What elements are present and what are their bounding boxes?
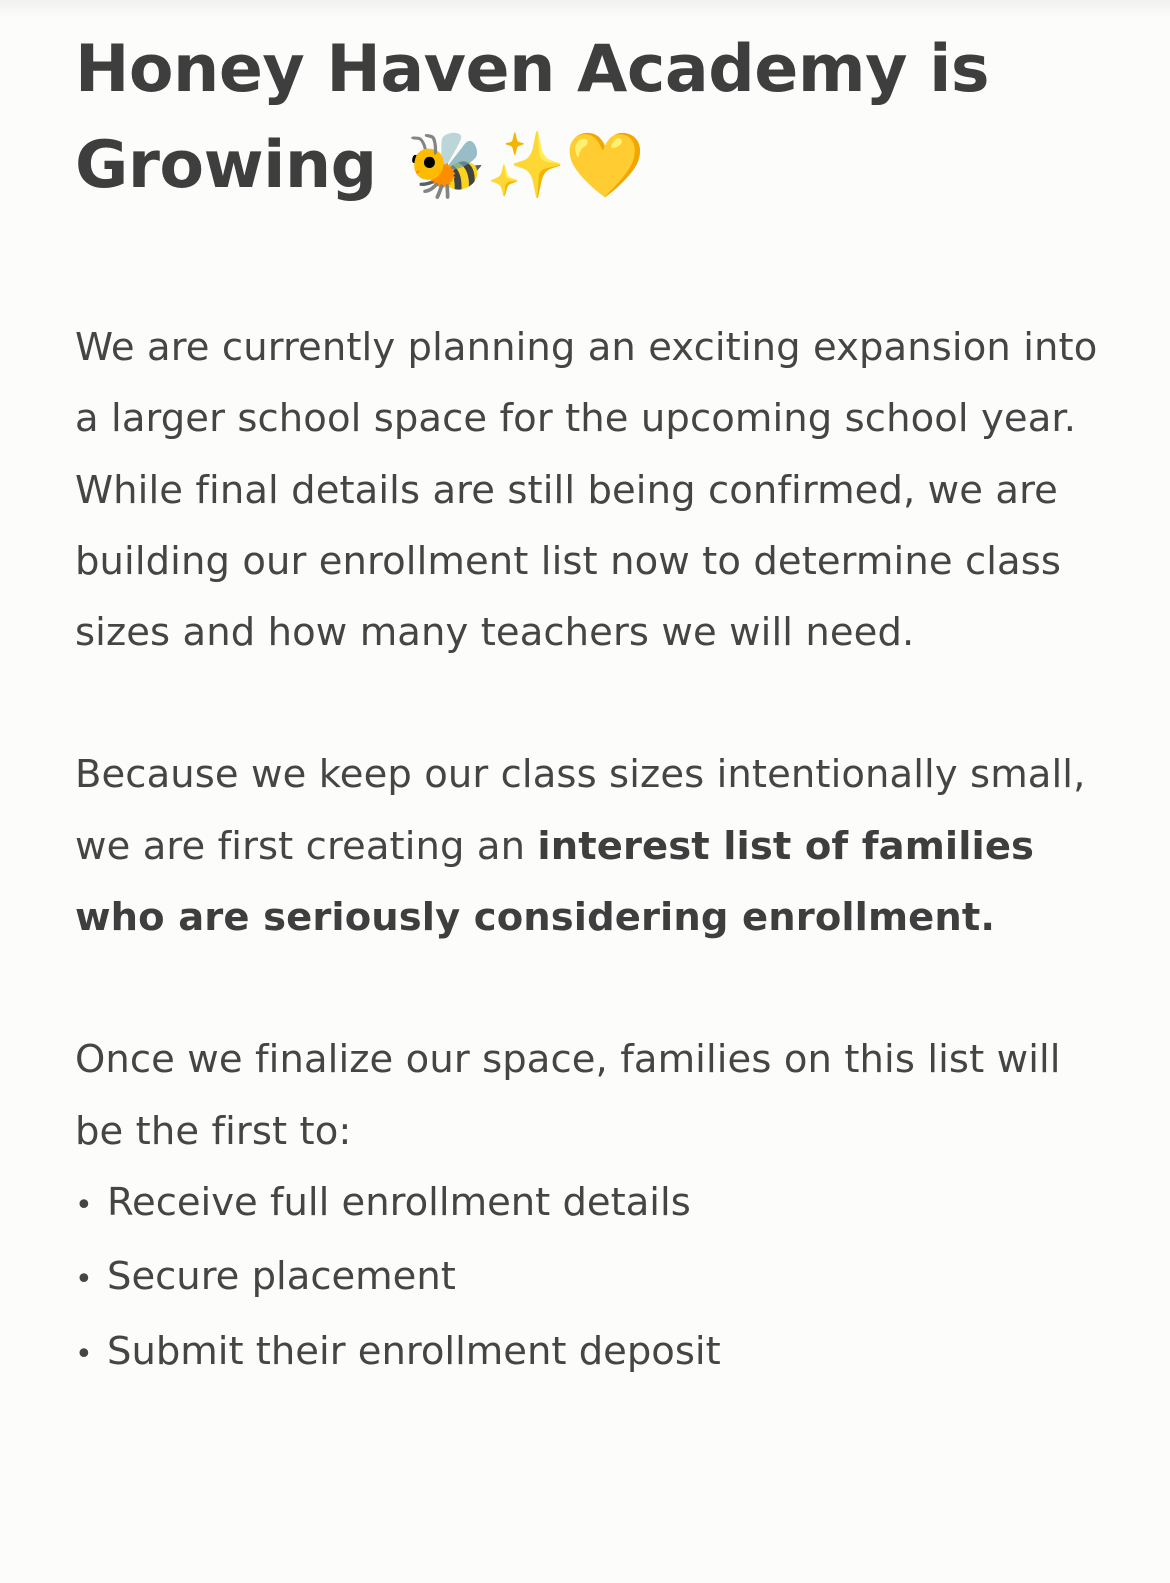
page-title: [75, 22, 1115, 214]
list-item: [75, 1241, 1115, 1315]
list-item-text: Secure placement: [107, 1254, 456, 1300]
benefits-list: [75, 1167, 1115, 1390]
bullet-icon: •: [75, 1262, 93, 1298]
paragraph-interest-list-text: Because we keep our class sizes intentionally small, we are first creating an: [75, 752, 1086, 869]
top-fade: [0, 0, 1170, 18]
bee-sparkles-heart-emoji: 🐝✨💛: [406, 129, 645, 203]
paragraph-interest-list: [75, 739, 1115, 953]
paragraph-first-to: Once we finalize our space, families on this list will be the first to:: [75, 1037, 1061, 1154]
paragraph-interest-list-bold: interest list of families who are seriously considering enrollment.: [75, 823, 1035, 941]
bullet-icon: •: [75, 1187, 93, 1223]
title-text: Honey Haven Academy is Growing: [75, 32, 990, 203]
bullet-icon: •: [75, 1336, 93, 1372]
list-item: [75, 1316, 1115, 1390]
list-item: [75, 1167, 1115, 1241]
announcement-document: [75, 22, 1115, 1390]
list-item-text: Receive full enrollment details: [107, 1179, 691, 1225]
paragraph-expansion: We are currently planning an exciting expansion into a larger school space for the upcoming school year. While final details are still being confirmed, we are building our enrollment list now to determine class sizes and how many teachers we will need.: [75, 325, 1098, 656]
list-item-text: Submit their enrollment deposit: [107, 1328, 721, 1374]
